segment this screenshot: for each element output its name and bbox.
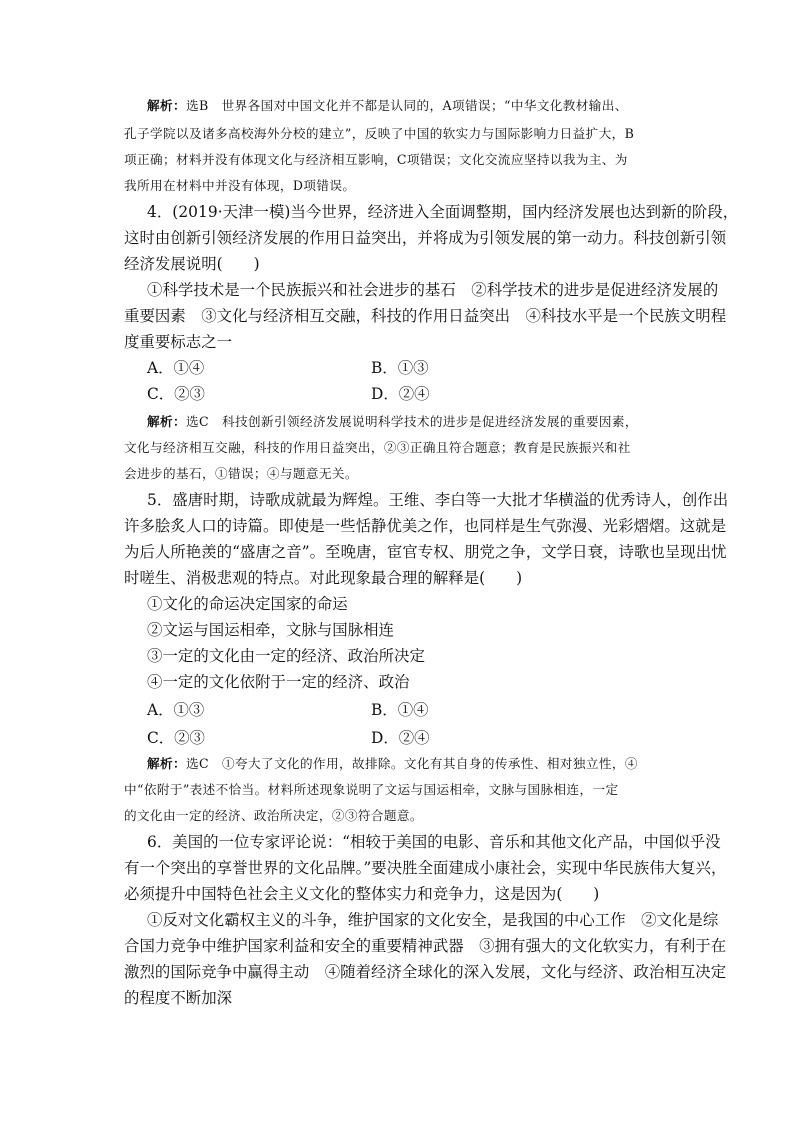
analysis-3-line-2: 孔子学院以及诸多高校海外分校的建立”，反映了中国的软实力与国际影响力日益扩大，B — [124, 126, 635, 141]
question-6-statement-3: 激烈的国际竞争中赢得主动 ④随着经济全球化的深入发展，文化与经济、政治相互决定 — [124, 963, 727, 981]
question-5-option-c: C．②③ — [147, 729, 205, 747]
analysis-text: 选C 科技创新引领经济发展说明科学技术的进步是促进经济发展的重要因素， — [185, 414, 638, 429]
question-5-statement-3: ③一定的文化由一定的经济、政治所决定 — [147, 647, 425, 665]
question-5-line-4: 时嗟生、消极悲观的特点。对此现象最合理的解释是( ) — [124, 569, 523, 587]
question-4-option-d: D．②④ — [371, 385, 430, 403]
question-6-line-2: 有一个突出的享誉世界的文化品牌。”要决胜全面建成小康社会，实现中华民族伟大复兴， — [124, 859, 727, 877]
question-4-option-a: A．①④ — [147, 359, 205, 377]
question-5-line-3: 为后人所艳羡的“盛唐之音”。至晚唐，宦官专权、朋党之争，文学日衰，诗歌也呈现出忧 — [124, 543, 727, 561]
question-4-statement-1: ①科学技术是一个民族振兴和社会进步的基石 ②科学技术的进步是促进经济发展的 — [147, 281, 719, 299]
analysis-label: 解析： — [147, 756, 186, 771]
question-4-line-1: 4．(2019·天津一模)当今世界，经济进入全面调整期，国内经济发展也达到新的阶段， — [147, 203, 739, 221]
question-4-line-2: 这时由创新引领经济发展的作用日益突出，并将成为引领发展的第一动力。科技创新引领 — [124, 229, 727, 247]
analysis-3-line-1 — [147, 96, 628, 116]
question-5-statement-1: ①文化的命运决定国家的命运 — [147, 595, 348, 613]
analysis-4-line-2: 文化与经济相互交融，科技的作用日益突出，②③正确且符合题意；教育是民族振兴和社 — [124, 440, 631, 455]
analysis-4-line-3: 会进步的基石，①错误；④与题意无关。 — [124, 466, 358, 481]
analysis-5-line-3: 的文化由一定的经济、政治所决定，②③符合题意。 — [124, 808, 423, 823]
question-5-statement-4: ④一定的文化依附于一定的经济、政治 — [147, 673, 410, 691]
analysis-4-line-1 — [147, 412, 638, 432]
question-5-line-2: 许多脍炙人口的诗篇。即使是一些恬静优美之作，也同样是生气弥漫、光彩熠熠。这就是 — [124, 517, 727, 535]
question-5-line-1: 5．盛唐时期，诗歌成就最为辉煌。王维、李白等一大批才华横溢的优秀诗人，创作出 — [147, 491, 729, 509]
analysis-text: 选C ①夸大了文化的作用，故排除。文化有其自身的传承性、相对独立性，④ — [185, 756, 638, 771]
question-5-statement-2: ②文运与国运相牵，文脉与国脉相连 — [147, 621, 395, 639]
analysis-3-line-3: 项正确；材料并没有体现文化与经济相互影响，C项错误；文化交流应坚持以我为主、为 — [124, 152, 628, 167]
question-4-statement-3: 度重要标志之一 — [124, 333, 233, 351]
analysis-5-line-1 — [147, 754, 638, 774]
question-5-option-b: B．①④ — [371, 701, 429, 719]
question-4-option-b: B．①③ — [371, 359, 429, 377]
question-6-statement-1: ①反对文化霸权主义的斗争，维护国家的文化安全，是我国的中心工作 ②文化是综 — [147, 911, 719, 929]
question-6-line-3: 必须提升中国特色社会主义文化的整体实力和竞争力，这是因为( ) — [124, 885, 600, 903]
question-5-option-d: D．②④ — [371, 729, 430, 747]
question-6-line-1: 6．美国的一位专家评论说：“相较于美国的电影、音乐和其他文化产品，中国似乎没 — [147, 833, 721, 851]
question-6-statement-2: 合国力竞争中维护国家利益和安全的重要精神武器 ③拥有强大的文化软实力，有利于在 — [124, 937, 727, 955]
question-4-line-3: 经济发展说明( ) — [124, 255, 260, 273]
question-6-statement-4: 的程度不断加深 — [124, 989, 233, 1007]
question-4-option-c: C．②③ — [147, 385, 205, 403]
analysis-3-line-4: 我所用在材料中并没有体现，D项错误。 — [124, 178, 356, 193]
analysis-5-line-2: 中“依附于”表述不恰当。材料所述现象说明了文运与国运相牵，文脉与国脉相连，一定 — [124, 782, 619, 797]
analysis-label: 解析： — [147, 414, 186, 429]
question-4-statement-2: 重要因素 ③文化与经济相互交融，科技的作用日益突出 ④科技水平是一个民族文明程 — [124, 307, 727, 325]
analysis-label: 解析： — [147, 98, 186, 113]
question-5-option-a: A．①③ — [147, 701, 205, 719]
analysis-text: 选B 世界各国对中国文化并不都是认同的，A项错误；“中华文化教材输出、 — [185, 98, 628, 113]
